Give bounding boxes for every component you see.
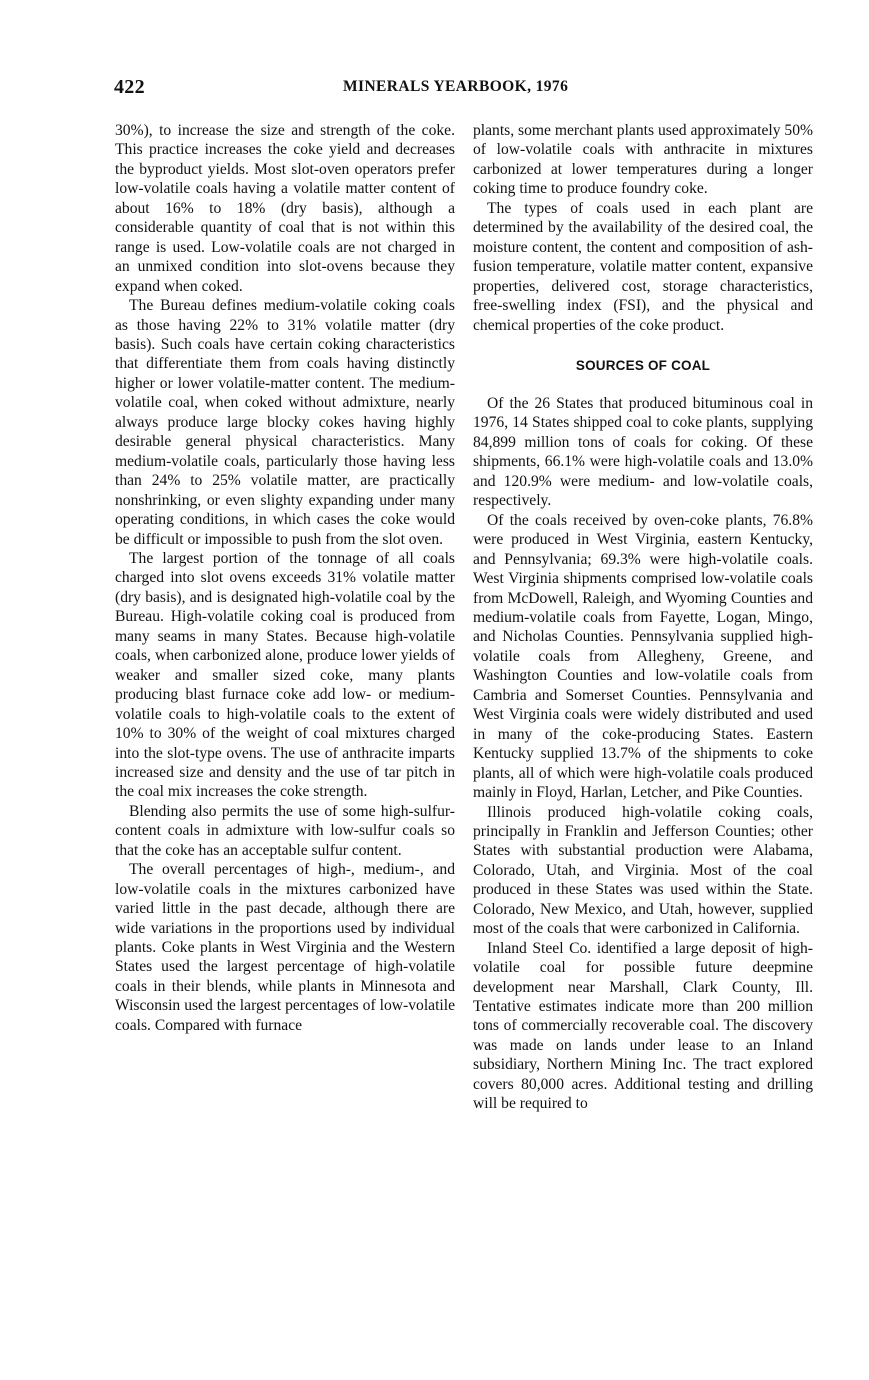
paragraph: The overall percentages of high-, medium-, and low-volatile coals in the mixtures carbonized have varied little in the past decade, although there are wide variations in the proportions used by individual plants. Coke plants in West Virginia and the Western States used the largest percentage of high-volatile coals in their blends, while plants in Minnesota and Wisconsin used the largest percentages of low-volatile coals. Compared with furnace xyxy=(115,861,455,1034)
left-column xyxy=(115,121,455,1035)
paragraph: Of the 26 States that produced bituminous coal in 1976, 14 States shipped coal to coke plants, supplying 84,899 million tons of coals for coking. Of these shipments, 66.1% were high-volatile coals and 13.0% and 120.9% were medium- and low-volatile coals, respectively. xyxy=(473,394,813,510)
right-column xyxy=(473,121,813,1114)
paragraph: Blending also permits the use of some high-sulfur-content coals in admixture with low-sulfur coals so that the coke has an acceptable sulfur content. xyxy=(115,802,455,859)
paragraph: Illinois produced high-volatile coking coals, principally in Franklin and Jefferson Counties; other States with substantial production were Alabama, Colorado, Utah, and Virginia. Most of the coal produced in these States was used within the State. Colorado, New Mexico, and Utah, however, supplied most of the coals that were carbonized in California. xyxy=(473,803,813,938)
paragraph: Inland Steel Co. identified a large deposit of high-volatile coal for possible future deepmine development near Marshall, Clark County, Ill. Tentative estimates indicate more than 200 million tons of commercially recoverable coal. The discovery was made on lands under lease to an Inland subsidiary, Northern Mining Inc. The tract explored covers 80,000 acres. Additional testing and drilling will be required to xyxy=(473,939,813,1113)
running-title: MINERALS YEARBOOK, 1976 xyxy=(343,78,569,95)
paragraph: The largest portion of the tonnage of all coals charged into slot ovens exceeds 31% volatile matter (dry basis), and is designated high-volatile coal by the Bureau. High-volatile coking coal is produced from many seams in many States. Because high-volatile coals, when carbonized alone, produce lower yields of weaker and smaller sized coke, many plants producing blast furnace coke add low- or medium-volatile coals to high-volatile coals to the extent of 10% to 30% of the weight of coal mixtures charged into the slot-type ovens. The use of anthracite imparts increased size and density and the use of tar pitch in the coal mix increases the coke strength. xyxy=(115,549,455,801)
paragraph: Of the coals received by oven-coke plants, 76.8% were produced in West Virginia, eastern Kentucky, and Pennsylvania; 69.3% were high-volatile coals. West Virginia shipments comprised low-volatile coals from McDowell, Raleigh, and Wyoming Counties and medium-volatile coals from Fayette, Logan, Mingo, and Nicholas Counties. Pennsylvania supplied high-volatile coals from Allegheny, Greene, and Washington Counties and low-volatile coals from Cambria and Somerset Counties. Pennsylvania and West Virginia coals were widely distributed and used in many of the coke-producing States. Eastern Kentucky supplied 13.7% of the shipments to coke plants, all of which were high-volatile coals produced mainly in Floyd, Harlan, Letcher, and Pike Counties. xyxy=(473,511,813,802)
paragraph: The types of coals used in each plant are determined by the availability of the desired coal, the moisture content, the content and composition of ash-fusion temperature, volatile matter content, expansive properties, delivered cost, storage characteristics, free-swelling index (FSI), and the physical and chemical properties of the coke product. xyxy=(473,199,813,334)
paragraph: plants, some merchant plants used approximately 50% of low-volatile coals with anthracite in mixtures carbonized at lower temperatures during a longer coking time to produce foundry coke. xyxy=(473,122,813,198)
paragraph: The Bureau defines medium-volatile coking coals as those having 22% to 31% volatile matter (dry basis). Such coals have certain coking characteristics that differentiate them from coals having distinctly higher or lower volatile-matter content. The medium-volatile coal, when coked without admixture, nearly always produce large blocky cokes having highly desirable general physical characteristics. Many medium-volatile coals, particularly those having less than 24% to 25% volatile matter, are practically nonshrinking, or even slighty expanding under many operating conditions, in which cases the coke would be difficult or impossible to push from the slot oven. xyxy=(115,297,455,548)
paragraph: 30%), to increase the size and strength of the coke. This practice increases the coke yield and decreases the byproduct yields. Most slot-oven operators prefer low-volatile coals having a volatile matter content of about 16% to 18% (dry basis), although a considerable quantity of coal that is not within this range is used. Low-volatile coals are not charged in an unmixed condition into slot-ovens because they expand when coked. xyxy=(115,122,455,295)
section-heading: SOURCES OF COAL xyxy=(575,357,711,373)
page-number: 422 xyxy=(114,76,145,98)
